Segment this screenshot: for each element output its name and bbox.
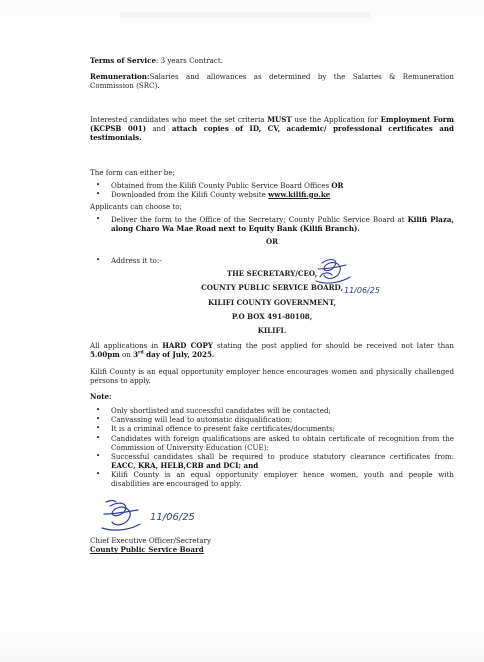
list-item: • Obtained from the Kilifi County Public Service Board Offices OR — [90, 181, 454, 190]
handwritten-signature — [94, 498, 224, 538]
address-line: THE SECRETARY/CEO, — [226, 269, 318, 279]
equal-opportunity-statement: Kilifi County is an equal opportunity employer hence encourages women and physically challenged persons to apply. — [90, 366, 454, 386]
terms-of-service: Terms of Service: 3 years Contract. — [90, 56, 223, 65]
deadline-paragraph: All applications in HARD COPY stating the post applied for should be received not later than 5.00pm on 3rd day of July, 2025. — [90, 340, 454, 359]
signatory-title: Chief Executive Officer/Secretary — [90, 536, 212, 546]
address-line: KILIFI COUNTY GOVERNMENT, — [207, 297, 337, 307]
signatory-organization: County Public Service Board — [90, 545, 204, 555]
note-heading: Note: — [90, 392, 112, 402]
document-body — [90, 56, 454, 554]
signature-block — [90, 498, 454, 536]
form-options-list — [90, 181, 454, 199]
list-item: • Canvassing will lead to automatic disqualification; — [90, 415, 454, 424]
address-option-list — [90, 256, 454, 265]
address-line: COUNTY PUBLIC SERVICE BOARD, — [201, 283, 343, 293]
address-signature-stamp — [312, 255, 386, 305]
choose-intro: Applicants can choose to; — [90, 201, 182, 211]
list-item: • Downloaded from the Kilifi County website www.kilifi.go.ke — [90, 190, 454, 199]
list-item: • Successful candidates shall be required to produce statutory clearance certificates from: EACC, KRA, HELB,CRB and DCI; and — [90, 452, 454, 470]
notes-list — [90, 406, 454, 488]
remuneration-paragraph: Remuneration:Salaries and allowances as determined by the Salaries & Remuneration Commission (SRC). — [90, 72, 454, 91]
svg-text:11/06/25: 11/06/25 — [150, 512, 195, 524]
or-separator: OR — [265, 237, 279, 247]
svg-text:11/06/25: 11/06/25 — [344, 286, 380, 296]
list-item: • It is a criminal offence to present fake certificates/documents; — [90, 424, 454, 433]
list-item: • Deliver the form to the Office of the Secretary; County Public Service Board at Kilifi Plaza, along Charo Wa Mae Road next to Equity Bank (Kilifi Branch). — [90, 215, 454, 233]
application-requirements: Interested candidates who meet the set criteria MUST use the Application for Employment Form (KCPSB 001) and attach copies of ID, CV, academic/ professional certificates and testimonials. — [90, 115, 455, 143]
address-line: KILIFI. — [257, 325, 287, 335]
faded-header-line — [120, 12, 370, 18]
address-line: P.O BOX 491-80108, — [231, 311, 313, 321]
list-item: • Address it to:- — [90, 256, 454, 265]
list-item: • Only shortlisted and successful candidates will be contacted; — [90, 406, 454, 415]
mailing-address — [90, 269, 454, 334]
list-item: • Kilifi County is an equal opportunity employer hence women, youth and people with disabilities are encouraged to apply. — [90, 470, 454, 488]
delivery-options-list — [90, 215, 454, 233]
list-item: • Candidates with foreign qualifications are asked to obtain certificate of recognition from the Commission of University Education (CUE); — [90, 434, 454, 452]
form-intro: The form can either be; — [90, 167, 175, 177]
website-link[interactable]: www.kilifi.go.ke — [268, 189, 331, 199]
